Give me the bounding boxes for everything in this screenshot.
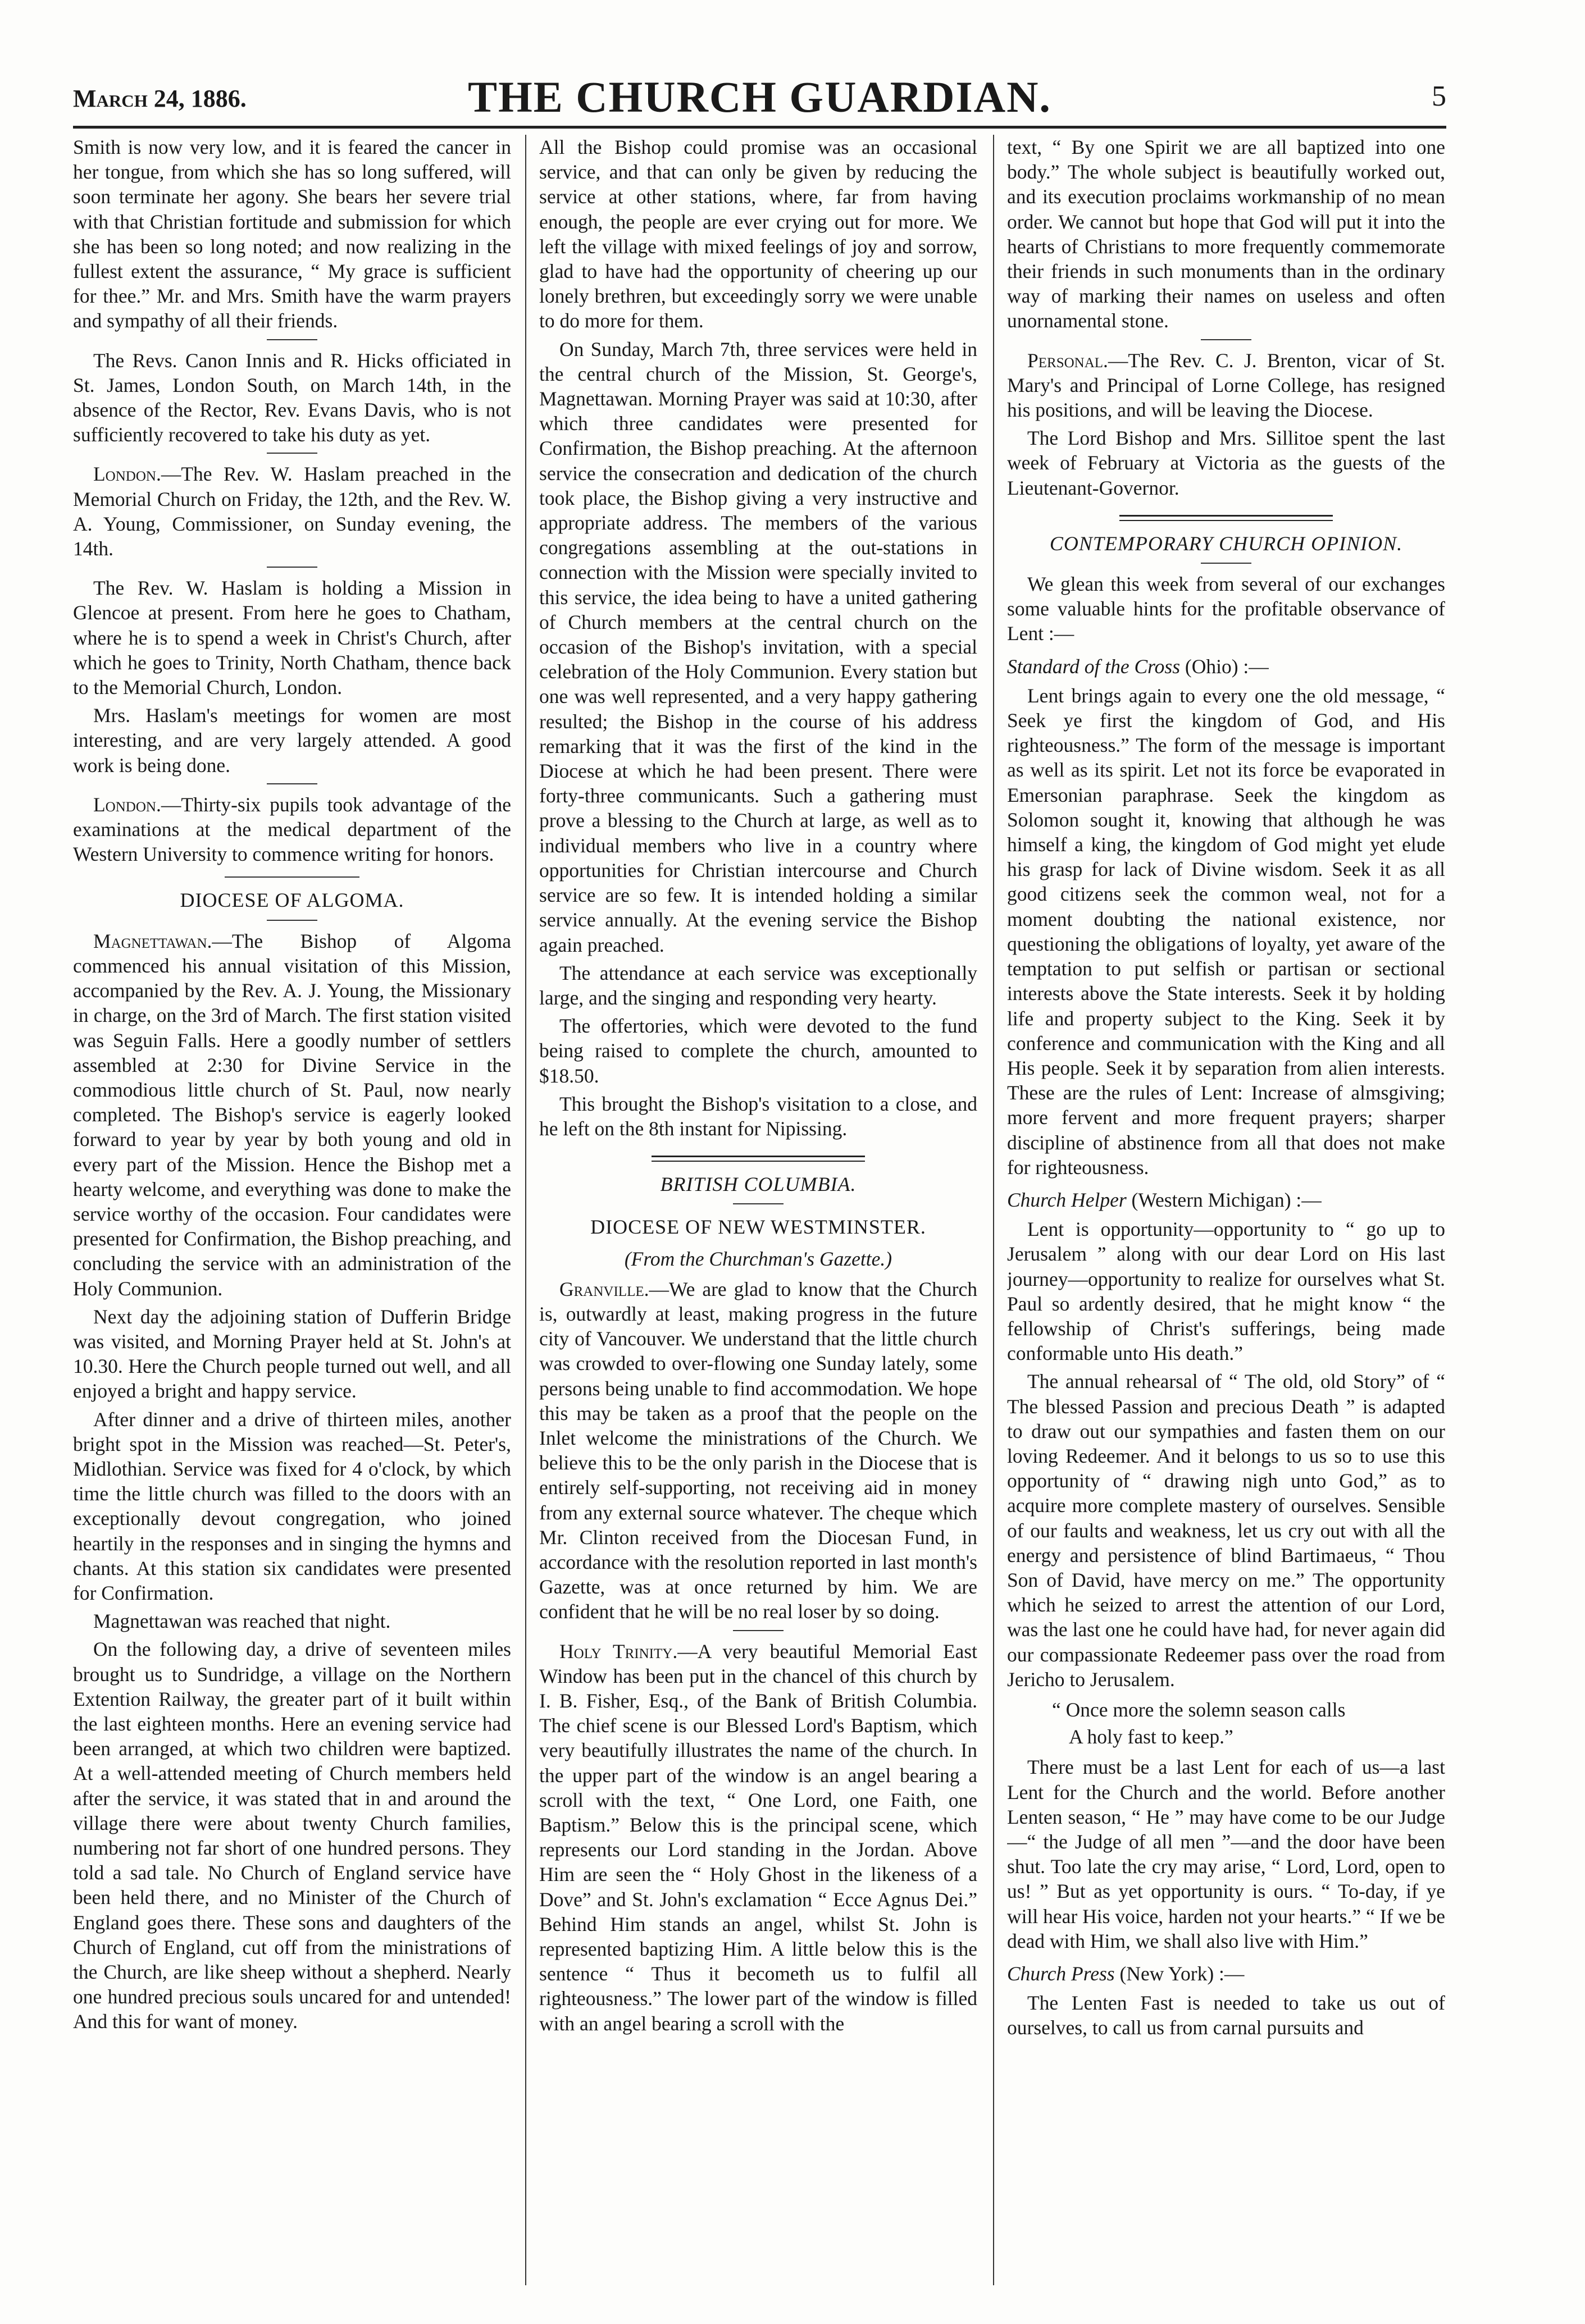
article-paragraph: This brought the Bishop's visitation to a close, and he left on the 8th instant for Nipissing. [539,1092,977,1140]
article-paragraph [539,1639,977,2036]
issue-date: March 24, 1886. [73,85,247,112]
section-divider [225,876,359,878]
section-divider [733,1630,784,1631]
article-paragraph: There must be a last Lent for each of us—a last Lent for the Church and the world. Before another Lenten season, “ He ” may have come to be our Judge—“ the Judge of all men ”—and the door have been shut. Too late the cry may arise, “ Lord, Lord, open to us! ” But as yet opportunity is ours. “ To-day, if ye will hear His voice, harden not your hearts.” “ If we be dead with Him, we shall also live with Him.” [1007,1756,1445,1952]
source-credit: (From the Churchman's Gazette.) [624,1247,892,1270]
verse-line: A holy fast to keep.” [1069,1725,1233,1748]
article-paragraph: The Rev. W. Haslam is holding a Mission in Glencoe at present. From here he goes to Chatham, where he is to spend a week in Christ's Church, after which he goes to Trinity, North Chatham, thence back to the Memorial Church, London. [73,577,511,699]
paragraph-text: —We are glad to know that the Church is, outwardly at least, making progress in the future city of Vancouver. We understand that the little church was crowded to over-flowing one Sunday lately, some persons being unable to find accommodation. We hope this may be taken as a proof that the people on the Inlet welcome the ministrations of the Church. We believe this to be the only parish in the Diocese that is entirely self-supporting, not receiving aid in money from any external source whatever. The cheque which Mr. Clinton received from the Diocesan Fund, in accordance with the resolution reported in last month's Gazette, was at once returned by him. We are confident that he will be no real loser by so doing. [539,1277,977,1623]
section-divider [267,783,317,784]
verse-line: “ Once more the solemn season calls [1052,1698,1346,1721]
column-3 [1007,135,1445,2285]
column-divider-1 [525,135,526,2285]
article-paragraph: Lent is opportunity—opportunity to “ go up to Jerusalem ” along with our dear Lord on His last journey—opportunity to realize for ourselves what St. Paul so ardently desired, that he might know “ the fellowship of Christ's sufferings, being made conformable unto His death.” [1007,1218,1445,1365]
article-paragraph: Next day the adjoining station of Dufferin Bridge was visited, and Morning Prayer held at St. John's at 10.30. Here the Church people turned out well, and all enjoyed a bright and happy service. [73,1305,511,1403]
source-place: (New York) :— [1114,1962,1245,1985]
dateline: Holy Trinity. [559,1640,678,1663]
article-paragraph: On the following day, a drive of seventeen miles brought us to Sundridge, a village on the Northern Extention Railway, the greater part of it built within the last eighteen months. Here an evening service had been arranged, at which two children were baptized. At a well-attended meeting of Church members held after the service, it was stated that in and around the village there were about twenty Church families, numbering not far short of one hundred persons. They told a sad tale. No Church of England service have been held there, and no Minister of the Church of England goes there. These sons and daughters of the Church of England, cut off from the ministrations of the Church, are like sheep without a shepherd. Nearly one hundred precious souls uncared for and untended! And this for want of money. [73,1638,511,2033]
section-double-rule [652,1156,865,1162]
article-paragraph: We glean this week from several of our exchanges some valuable hints for the profitable observance of Lent :— [1007,573,1445,645]
section-divider [1201,563,1251,564]
section-heading-british-columbia: BRITISH COLUMBIA. [660,1173,857,1196]
page-number: 5 [1432,80,1446,112]
dateline: London. [93,793,161,816]
article-paragraph: After dinner and a drive of thirteen miles, another bright spot in the Mission was reached—St. Peter's, Midlothian. Service was fixed for 4 o'clock, by which time the little church was filled to the doors with an exceptionally devout congregation, who joined heartily in the responses and in singing the hymns and chants. At this station six candidates were presented for Confirmation. [73,1408,511,1604]
article-paragraph: text, “ By one Spirit we are all baptized into one body.” The whole subject is beautifully worked out, and its execution proclaims workmanship of no mean order. We cannot but hope that God will put it into the hearts of Christians to more frequently commemorate their friends in such monuments than in the ordinary way of marking their names on useless and often unornamental stone. [1007,136,1445,332]
source-place: (Western Michigan) :— [1126,1188,1322,1211]
section-divider [1201,339,1251,340]
source-line [1007,1961,1445,1986]
section-divider [267,567,317,568]
source-name: Standard of the Cross [1007,655,1181,678]
source-line [1007,1188,1445,1212]
section-divider [267,453,317,454]
section-divider [733,1203,784,1204]
article-paragraph: On Sunday, March 7th, three services were held in the central church of the Mission, St. George's, Magnettawan. Morning Prayer was said at 10:30, after which three candidates were presented for Confirmation, the Bishop preaching. At the afternoon service the consecration and dedication of the church took place, the Bishop giving a very instructive and appropriate address. The members of the various congregations assembling at the out-stations in connection with the Mission were specially invited to this service, the idea being to have a united gathering of Church members at the central church on the occasion of the Bishop's invitation, with a special celebration of the Holy Communion. Every station but one was well represented, and a very happy gathering resulted; the Bishop in the course of his address remarking that it was the first of the kind in the Diocese at which he had been present. There were forty-three communicants. Such a gathering must prove a blessing to the Church at large, as well as to individual members who live in a country where opportunities for Christian intercourse and Church service are so few. It is intended holding a similar service annually. At the evening service the Bishop again preached. [539,337,977,956]
dateline: Personal. [1027,349,1108,372]
section-heading-new-westminster: DIOCESE OF NEW WESTMINSTER. [590,1216,926,1239]
article-paragraph: The attendance at each service was exceptionally large, and the singing and responding very hearty. [539,961,977,1009]
article-paragraph: Magnettawan was reached that night. [93,1610,391,1633]
paragraph-text: —The Rev. W. Haslam preached in the Memorial Church on Friday, the 12th, and the Rev. W. A. Young, Commissioner, on Sunday evening, the 14th. [73,463,511,560]
column-divider-2 [993,135,994,2285]
masthead [73,72,1446,124]
column-1 [73,135,511,2285]
section-divider [267,339,317,340]
article-paragraph [73,462,511,561]
source-line [1007,654,1445,679]
paragraph-text: —The Bishop of Algoma commenced his annual visitation of this Mission, accompanied by the Rev. A. J. Young, the Missionary in charge, on the 3rd of March. The first station visited was Seguin Falls. Here a goodly number of settlers assembled at 2:30 for Divine Service in the commodious little church of St. Paul, now nearly completed. The Bishop's service is eagerly looked forward to year by year by both young and old in every part of the Mission. Hence the Bishop met a hearty welcome, and everything was done to make the service worthy of the occasion. Four candidates were presented for Confirmation, the Bishop preaching, and concluding the service with an administration of the Holy Communion. [73,929,511,1300]
section-heading-church-opinion: CONTEMPORARY CHURCH OPINION. [1049,532,1403,555]
article-paragraph [539,1277,977,1624]
paragraph-text: —A very beautiful Memorial East Window has been put in the chancel of this church by I. B. Fisher, Esq., of the Bank of British Columbia. The chief scene is our Blessed Lord's Baptism, which very beautifully illustrates the name of the church. In the upper part of the window is an angel bearing a scroll with the text, “ One Lord, one Faith, one Baptism.” Below this is the principal scene, which represents our Lord standing in the Jordan. Above Him are seen the “ Holy Ghost in the likeness of a Dove” and St. John's exclamation “ Ecce Agnus Dei.” Behind Him stands an angel, whilst St. John is represented baptizing Him. A little below this is the sentence “ Thus it becometh us to fulfil all righteousness.” The lower part of the window is filled with an angel bearing a scroll with the [539,1640,977,2035]
section-double-rule [1119,515,1333,521]
article-paragraph: Lent brings again to every one the old message, “ Seek ye first the kingdom of God, and His righteousness.” The form of the message is important as well as its spirit. Let not its force be evaporated in Emersonian paraphrase. Seek the kingdom as Solomon sought it, knowing that although he was himself a king, the kingdom of God might yet elude his grasp for lack of Divine wisdom. Seek it as all good citizens seek the common weal, not for a moment doubting the national existence, nor questioning the obligations of loyalty, yet aware of the temptation to put selfish or partisan or sectional interests above the State interests. Seek it by holding life and property subject to the King. Seek it by conference and communication with the King and all His people. Seek it by separation from alien interests. These are the rules of Lent: Increase of almsgiving; more fervent and more frequent prayers; sharper discipline of abstinence from all that does not make for righteousness. [1007,684,1445,1179]
paragraph-text: —Thirty-six pupils took advantage of the examinations at the medical department of the Western University to commence writing for honors. [73,793,511,866]
article-paragraph: All the Bishop could promise was an occasional service, and that can only be given by reducing the service at other stations, where, far from having enough, the people are ever crying out for more. We left the village with mixed feelings of joy and sorrow, glad to have had the opportunity of cheering up our lonely brethren, but exceedingly sorry we were unable to do more for them. [539,136,977,332]
article-paragraph: The Lenten Fast is needed to take us out of ourselves, to call us from carnal pursuits and [1007,1992,1445,2039]
article-paragraph [73,792,511,867]
section-divider [267,920,317,921]
article-paragraph: The annual rehearsal of “ The old, old Story” of “ The blessed Passion and precious Death ” is adapted to draw out our sympathies and fasten them on our loving Redeemer. And it belongs to us so to use this opportunity of “ drawing nigh unto God,” as to acquire more complete mastery of ourselves. Sensible of our faults and weakness, let us cry out with all the energy and persistence of blind Bartimaeus, “ Thou Son of David, have mercy on me.” The opportunity which he seized to arrest the attention of our Lord, was the last one he could have had, for never again did our compassionate Redeemer pass over the road from Jericho to Jerusalem. [1007,1370,1445,1691]
article-paragraph: The Lord Bishop and Mrs. Sillitoe spent the last week of February at Victoria as the guests of the Lieutenant-Governor. [1007,427,1445,499]
newspaper-title: THE CHURCH GUARDIAN. [468,72,1051,121]
source-place: (Ohio) :— [1180,655,1269,678]
source-name: Church Press [1007,1962,1115,1985]
masthead-rule [73,126,1446,129]
source-name: Church Helper [1007,1188,1127,1211]
article-paragraph: The Revs. Canon Innis and R. Hicks officiated in St. James, London South, on March 14th, in the absence of the Rector, Rev. Evans Davis, who is not sufficiently recovered to take his duty as yet. [73,349,511,446]
dateline: Granville. [559,1277,649,1300]
dateline: London. [93,463,161,486]
section-heading-algoma: DIOCESE OF ALGOMA. [180,889,404,912]
column-2 [539,135,977,2285]
article-paragraph [73,929,511,1301]
article-paragraph: Smith is now very low, and it is feared the cancer in her tongue, from which she has so long suffered, will soon terminate her agony. She bears her severe trial with that Christian fortitude and submission for which she has been so long noted; and now realizing in the fullest extent the assurance, “ My grace is sufficient for thee.” Mr. and Mrs. Smith have the warm prayers and sympathy of all their friends. [73,136,511,332]
paragraph-text: —The Rev. C. J. Brenton, vicar of St. Mary's and Principal of Lorne College, has resigned his positions, and will be leaving the Diocese. [1007,349,1445,422]
article-paragraph: The offertories, which were devoted to the fund being raised to complete the church, amounted to $18.50. [539,1015,977,1087]
dateline: Magnettawan. [93,929,212,952]
article-paragraph [1007,348,1445,423]
article-paragraph: Mrs. Haslam's meetings for women are most interesting, and are very largely attended. A good work is being done. [73,704,511,777]
